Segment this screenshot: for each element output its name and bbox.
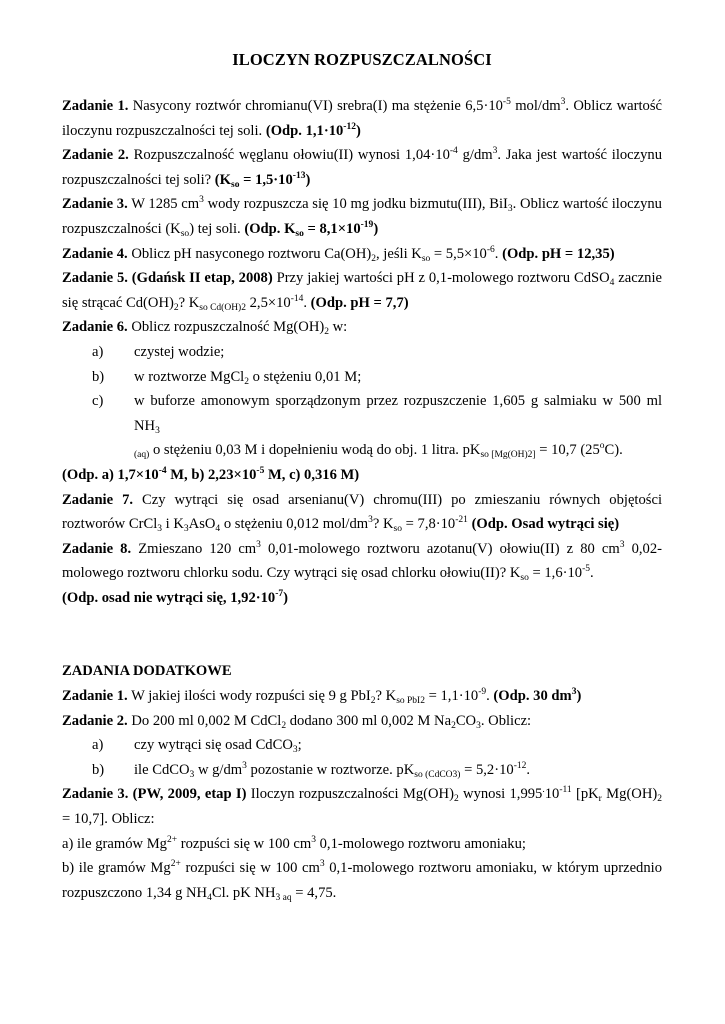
task-6-answer: (Odp. a) $1,7\times 10^{-4}$ M, b) $2,23\times 10^{-5}$ M, c) 0,316 M) xyxy=(62,465,360,483)
task-6-item-b: b) w roztworze MgCl$_2$ o stężeniu 0,01 M; xyxy=(92,368,362,387)
task-2: Zadanie 2. Rozpuszczalność węglanu ołowiu(II) wynosi $1,04\cdot 10^{-4}$ $g/dm^3$. Jaka jest wartość iloczynu rozpuszczalności tej soli? $(K_{so} = 1,5\cdot 10^{-13})$ xyxy=(62,146,663,190)
extra-task-2: Zadanie 2. Do 200 ml 0,002 M CdCl$_2$ dodano 300 ml 0,002 M $Na_2CO_3$. Oblicz: xyxy=(62,712,532,731)
task-6-item-c: c) w buforze amonowym sporządzonym przez rozpuszczenie 1,605 g salmiaku w 500 ml $NH_3$ $_{(aq)}$ o stężeniu 0,03 M i dopełnieniu wodą do obj. 1 litra. $pK_{so [Mg(OH)2]} = 10,7$ (25$^o$C). xyxy=(92,393,662,461)
task-6: Zadanie 6. Oblicz rozpuszczalność $Mg(OH)_2$ w: xyxy=(62,319,348,338)
section-heading-extra: ZADANIA DODATKOWE xyxy=(62,663,232,680)
task-3: Zadanie 3. W 1285 $cm^3$ wody rozpuszcza się 10 mg jodku bizmutu(III), BiI$_3$. Oblicz wartość iloczynu rozpuszczalności $(K_{so})$ tej soli. (Odp. $K_{so} = 8,1\times 10^{-19}$) xyxy=(62,195,662,239)
extra-task-3-item-b: b) ile gramów $Mg^{2+}$ rozpuści się w 100 $cm^3$ 0,1-molowego roztworu amoniaku, w którym uprzednio rozpuszczono 1,34 g $NH_4Cl$. pK $NH_{3 aq} = 4,75$. xyxy=(62,859,662,903)
task-5: Zadanie 5. (Gdańsk II etap, 2008) Przy jakiej wartości pH z 0,1-molowego roztworu CdSO$_4$ zacznie się strącać $Cd(OH)_2$? $K_{so Cd(OH)2}$ $2,5\times 10^{-14}$. (Odp. pH = 7,7) xyxy=(62,270,663,313)
extra-task-1: Zadanie 1. W jakiej ilości wody rozpuści się 9 g PbI$_2$? $K_{so PbI2} = 1,1\cdot 10^{-9}$. (Odp. 30 $dm^3$) xyxy=(62,687,582,707)
extra-task-2-item-b: b) ile CdCO$_3$ w $g/dm^3$ pozostanie w roztworze. $pK_{so (CdCO3)} = 5,2\cdot 10^{-12}$. xyxy=(92,760,531,780)
document-page xyxy=(62,50,662,905)
task-8: Zadanie 8. Zmieszano 120 $cm^3$ 0,01-molowego roztworu azotanu(V) ołowiu(II) z 80 $cm^3$ 0,02-molowego roztworu chlorku sodu. Czy wytrąci się osad chlorku ołowiu(II)? $K_{so} = 1,6\cdot 10^{-5}$. xyxy=(62,539,662,584)
task-4: Zadanie 4. Oblicz pH nasyconego roztworu $Ca(OH)_2$, jeśli $K_{so} = 5,5\times 10^{-6}$. (Odp. pH = 12,35) xyxy=(62,244,615,264)
task-1: Zadanie 1. Nasycony roztwór chromianu(VI) srebra(I) ma stężenie $6,5\cdot 10^{-5}$ mol/$dm^3$. Oblicz wartość iloczynu rozpuszczalności tej soli. (Odp. $1,1\cdot 10^{-12}$) xyxy=(62,97,663,139)
task-7: Zadanie 7. Czy wytrąci się osad arsenianu(V) chromu(III) po zmieszaniu równych objętości roztworów CrCl$_3$ i $K_3AsO_4$ o stężeniu 0,012 mol/$dm^3$? $K_{so} = 7,8\cdot 10^{-21}$ (Odp. Osad wytrąci się) xyxy=(62,491,662,535)
page-title: ILOCZYN ROZPUSZCZALNOŚCI xyxy=(232,50,492,69)
extra-task-3: Zadanie 3. (PW, 2009, etap I) Iloczyn rozpuszczalności $Mg(OH)_2$ wynosi $1,995^.10^{-11}$ [$pK_r$ $Mg(OH)_2 = 10,7$]. Oblicz: xyxy=(62,785,662,828)
extra-task-3-item-a: a) ile gramów $Mg^{2+}$ rozpuści się w 100 $cm^3$ 0,1-molowego roztworu amoniaku; xyxy=(62,834,526,852)
extra-task-2-item-a: a) czy wytrąci się osad CdCO$_3$; xyxy=(92,737,302,756)
task-6-item-a: a) czystej wodzie; xyxy=(92,343,225,360)
task-8-answer: (Odp. osad nie wytrąci się, $1,92\cdot 10^{-7}$) xyxy=(62,588,289,606)
